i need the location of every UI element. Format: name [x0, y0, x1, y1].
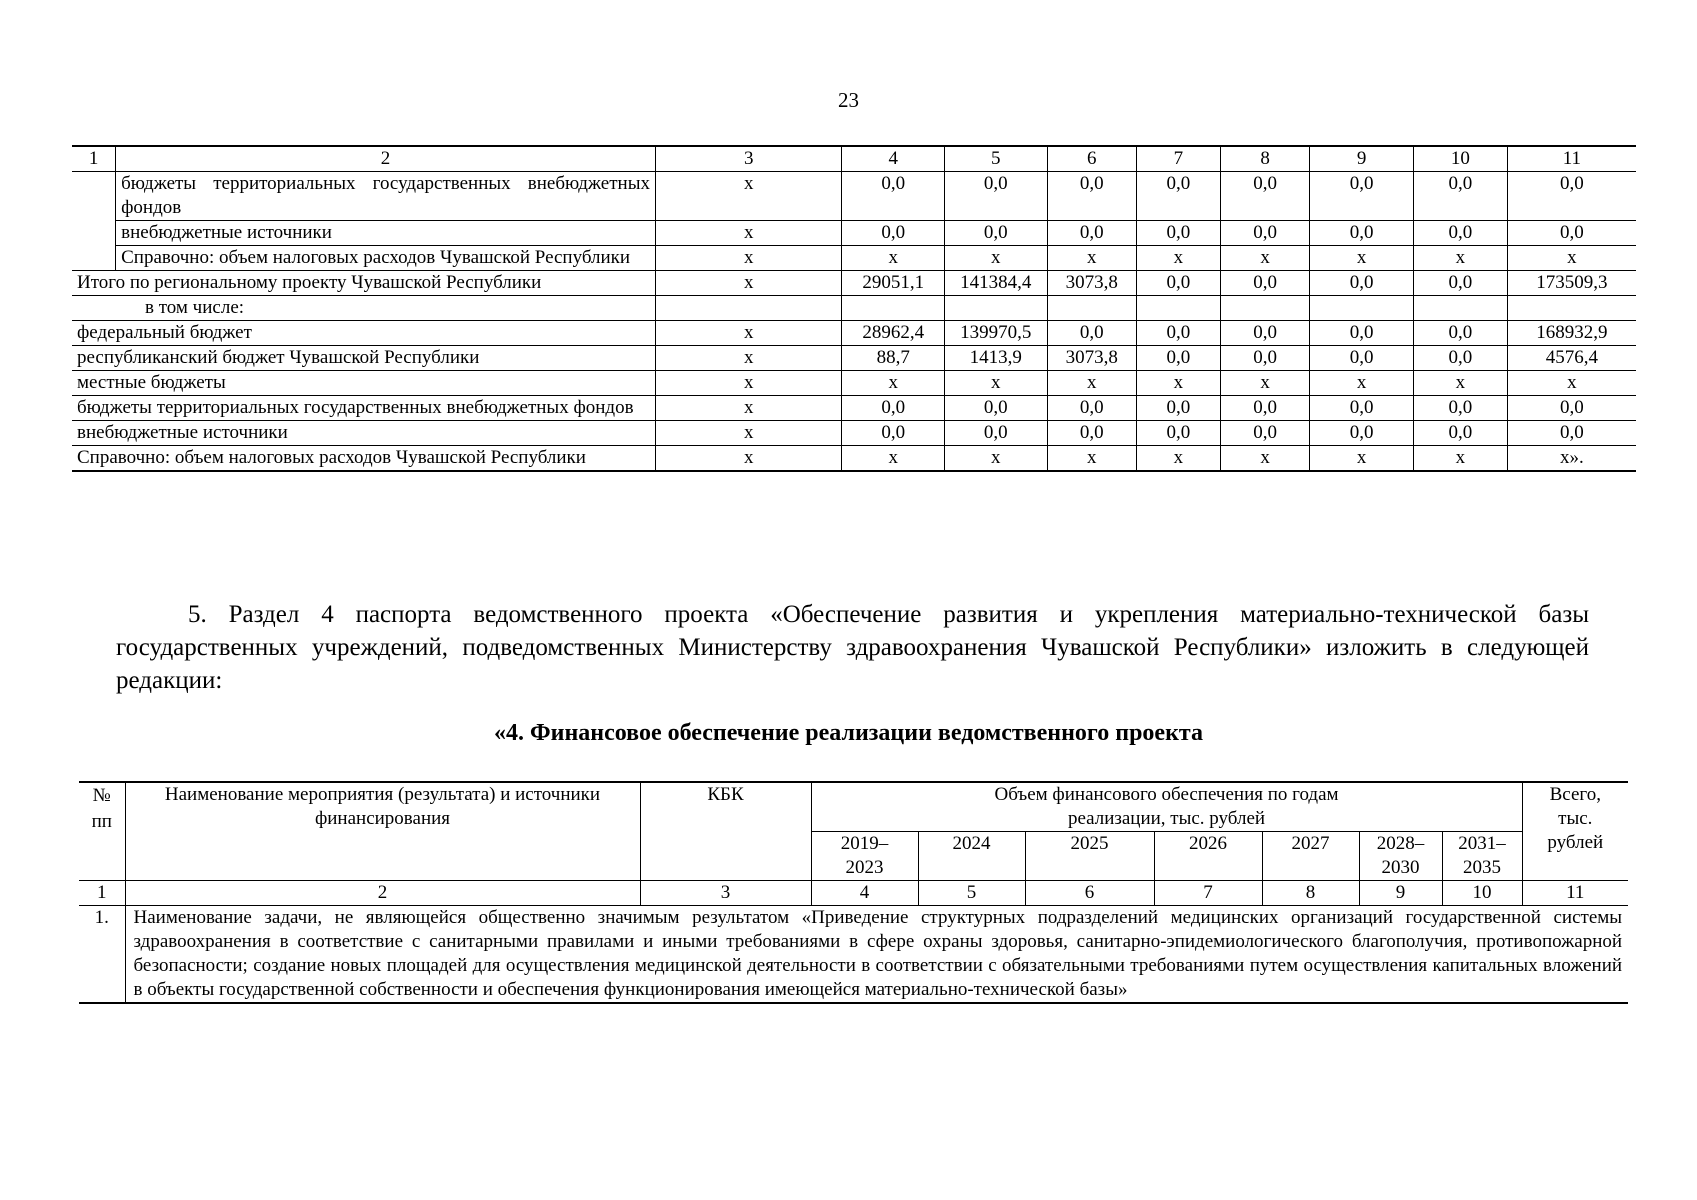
row-number-cell: [72, 246, 116, 271]
value-cell: х: [1507, 246, 1636, 271]
value-cell: 0,0: [1136, 396, 1220, 421]
value-cell: х: [842, 246, 945, 271]
year-cell: 2028–2030: [1359, 832, 1442, 881]
row-label: Справочно: объем налоговых расходов Чувашской Республики: [72, 446, 655, 472]
year-cell: 2027: [1262, 832, 1359, 881]
column-number: 9: [1359, 881, 1442, 906]
column-number: 4: [811, 881, 918, 906]
column-number: 5: [918, 881, 1025, 906]
kbk-cell: х: [655, 172, 842, 221]
value-cell: 0,0: [1220, 396, 1309, 421]
year-cell: 2026: [1154, 832, 1262, 881]
column-number: 6: [1047, 146, 1136, 172]
table-header-row: [79, 782, 1628, 832]
column-number: 1: [72, 146, 116, 172]
empty-cell: [1413, 296, 1507, 321]
value-cell: х: [1136, 446, 1220, 472]
kbk-cell: х: [655, 246, 842, 271]
column-number: 3: [640, 881, 811, 906]
year-cell: 2025: [1025, 832, 1154, 881]
row-number-cell: [72, 172, 116, 221]
kbk-cell: х: [655, 271, 842, 296]
value-cell: 0,0: [1047, 321, 1136, 346]
value-cell: 0,0: [842, 221, 945, 246]
table-row: [72, 321, 1636, 346]
value-cell: 0,0: [842, 421, 945, 446]
column-number: 11: [1507, 146, 1636, 172]
value-cell: х: [945, 446, 1048, 472]
value-cell: 0,0: [1047, 421, 1136, 446]
column-number: 8: [1220, 146, 1309, 172]
task-number: 1.: [79, 906, 125, 1004]
column-number: 2: [125, 881, 640, 906]
column-number: 4: [842, 146, 945, 172]
financing-table-continued: [72, 145, 1636, 472]
table-row: [72, 246, 1636, 271]
value-cell: х: [1413, 446, 1507, 472]
column-number: 7: [1136, 146, 1220, 172]
column-number: 10: [1442, 881, 1522, 906]
table-header-row: [72, 146, 1636, 172]
financing-table: [79, 781, 1628, 1004]
value-cell: 28962,4: [842, 321, 945, 346]
value-cell: 0,0: [945, 421, 1048, 446]
header-total: Всего, тыс. рублей: [1522, 782, 1628, 881]
task-text: Наименование задачи, не являющейся общественно значимым результатом «Приведение структурных подразделений медицинских организаций государственной системы здравоохранения в соответствие с санитарными правилами и иными требованиями в сфере охраны здоровья, санитарно-эпидемиологического благополучия, противопожарной безопасности; создание новых площадей для осуществления медицинской деятельности в соответствии с обязательными требованиями путем осуществления капитальных вложений в объекты государственной собственности и обеспечения функционирования имеющейся материально-технической базы»: [125, 906, 1628, 1004]
value-cell: х: [1220, 371, 1309, 396]
page-number: 23: [838, 88, 859, 112]
value-cell: х: [945, 246, 1048, 271]
table-row: [72, 172, 1636, 221]
value-cell: 1413,9: [945, 346, 1048, 371]
value-cell: 0,0: [1136, 271, 1220, 296]
value-cell: 4576,4: [1507, 346, 1636, 371]
value-cell: 3073,8: [1047, 346, 1136, 371]
value-cell: 0,0: [1047, 221, 1136, 246]
amendment-paragraph: 5. Раздел 4 паспорта ведомственного проекта «Обеспечение развития и укрепления материально-технической базы государственных учреждений, подведомственных Министерству здравоохранения Чувашской Республики» изложить в следующей редакции:: [116, 601, 1589, 694]
value-cell: х: [1136, 371, 1220, 396]
year-cell: 2024: [918, 832, 1025, 881]
value-cell: 29051,1: [842, 271, 945, 296]
value-cell: 0,0: [1413, 346, 1507, 371]
row-label: Справочно: объем налоговых расходов Чувашской Республики: [116, 246, 656, 271]
value-cell: х: [1220, 246, 1309, 271]
table-row: [72, 446, 1636, 472]
row-label: местные бюджеты: [72, 371, 655, 396]
value-cell: 0,0: [1047, 172, 1136, 221]
value-cell: 0,0: [1413, 421, 1507, 446]
value-cell: 0,0: [1413, 396, 1507, 421]
kbk-cell: х: [655, 346, 842, 371]
value-cell: 0,0: [1136, 221, 1220, 246]
value-cell: 0,0: [1310, 221, 1414, 246]
value-cell: 0,0: [1136, 421, 1220, 446]
value-cell: 0,0: [1413, 271, 1507, 296]
kbk-cell: х: [655, 371, 842, 396]
value-cell: 0,0: [1310, 172, 1414, 221]
value-cell: 0,0: [945, 221, 1048, 246]
column-number: 9: [1310, 146, 1414, 172]
empty-cell: [1310, 296, 1414, 321]
value-cell: 168932,9: [1507, 321, 1636, 346]
value-cell: х: [1047, 371, 1136, 396]
value-cell: 139970,5: [945, 321, 1048, 346]
row-label: Итого по региональному проекту Чувашской Республики: [72, 271, 655, 296]
value-cell: х: [1047, 446, 1136, 472]
value-cell: 3073,8: [1047, 271, 1136, 296]
value-cell: 0,0: [1507, 396, 1636, 421]
value-cell: х: [1136, 246, 1220, 271]
column-number: 5: [945, 146, 1048, 172]
column-number: 11: [1522, 881, 1628, 906]
row-label: внебюджетные источники: [72, 421, 655, 446]
value-cell: 173509,3: [1507, 271, 1636, 296]
value-cell: 0,0: [1136, 321, 1220, 346]
section-title: «4. Финансовое обеспечение реализации ведомственного проекта: [494, 720, 1203, 746]
value-cell: х: [1413, 371, 1507, 396]
value-cell: 0,0: [945, 172, 1048, 221]
column-numbers-row: [79, 881, 1628, 906]
value-cell: 0,0: [842, 172, 945, 221]
value-cell: 0,0: [1310, 321, 1414, 346]
empty-cell: [655, 296, 842, 321]
value-cell: 0,0: [1310, 346, 1414, 371]
kbk-cell: х: [655, 321, 842, 346]
column-number: 6: [1025, 881, 1154, 906]
value-cell: 0,0: [1220, 421, 1309, 446]
table-row: [72, 296, 1636, 321]
header-num: № пп: [79, 782, 125, 881]
kbk-cell: х: [655, 446, 842, 472]
empty-cell: [1136, 296, 1220, 321]
column-number: 2: [116, 146, 656, 172]
row-label: бюджеты территориальных государственных внебюджетных фондов: [116, 172, 656, 221]
column-number: 3: [655, 146, 842, 172]
value-cell: 0,0: [842, 396, 945, 421]
table-row: [72, 271, 1636, 296]
column-number: 1: [79, 881, 125, 906]
value-cell: х: [842, 371, 945, 396]
value-cell: х: [1310, 246, 1414, 271]
value-cell: х: [945, 371, 1048, 396]
year-cell: 2019–2023: [811, 832, 918, 881]
value-cell: 0,0: [1220, 271, 1309, 296]
value-cell: 0,0: [1507, 421, 1636, 446]
empty-cell: [1220, 296, 1309, 321]
row-label: республиканский бюджет Чувашской Республики: [72, 346, 655, 371]
row-label: бюджеты территориальных государственных внебюджетных фондов: [72, 396, 655, 421]
value-cell: 0,0: [1310, 271, 1414, 296]
value-cell: 0,0: [945, 396, 1048, 421]
value-cell: х: [1310, 446, 1414, 472]
value-cell: 0,0: [1413, 321, 1507, 346]
row-label: внебюджетные источники: [116, 221, 656, 246]
value-cell: х: [842, 446, 945, 472]
value-cell: х: [1310, 371, 1414, 396]
column-number: 10: [1413, 146, 1507, 172]
empty-cell: [1047, 296, 1136, 321]
column-number: 8: [1262, 881, 1359, 906]
value-cell: 0,0: [1507, 221, 1636, 246]
table-row: [72, 221, 1636, 246]
value-cell: 0,0: [1310, 421, 1414, 446]
task-row: [79, 906, 1628, 1004]
row-label: в том числе:: [72, 296, 655, 321]
value-cell: х: [1220, 446, 1309, 472]
value-cell: х: [1413, 246, 1507, 271]
empty-cell: [945, 296, 1048, 321]
value-cell: 88,7: [842, 346, 945, 371]
table-row: [72, 346, 1636, 371]
value-cell: 0,0: [1507, 172, 1636, 221]
kbk-cell: х: [655, 221, 842, 246]
value-cell: 0,0: [1310, 396, 1414, 421]
column-number: 7: [1154, 881, 1262, 906]
row-number-cell: [72, 221, 116, 246]
header-name: Наименование мероприятия (результата) и источники финансирования: [125, 782, 640, 881]
value-cell: 0,0: [1413, 172, 1507, 221]
value-cell: 0,0: [1220, 221, 1309, 246]
value-cell: 0,0: [1220, 346, 1309, 371]
header-kbk: КБК: [640, 782, 811, 881]
value-cell: х».: [1507, 446, 1636, 472]
table-row: [72, 396, 1636, 421]
kbk-cell: х: [655, 396, 842, 421]
value-cell: х: [1047, 246, 1136, 271]
empty-cell: [1507, 296, 1636, 321]
empty-cell: [842, 296, 945, 321]
value-cell: 0,0: [1413, 221, 1507, 246]
value-cell: 0,0: [1220, 172, 1309, 221]
value-cell: 0,0: [1047, 396, 1136, 421]
kbk-cell: х: [655, 421, 842, 446]
value-cell: 0,0: [1136, 346, 1220, 371]
value-cell: 0,0: [1136, 172, 1220, 221]
value-cell: х: [1507, 371, 1636, 396]
row-label: федеральный бюджет: [72, 321, 655, 346]
table-row: [72, 371, 1636, 396]
table-row: [72, 421, 1636, 446]
year-cell: 2031–2035: [1442, 832, 1522, 881]
header-volume: Объем финансового обеспечения по годам реализации, тыс. рублей: [811, 782, 1522, 832]
value-cell: 141384,4: [945, 271, 1048, 296]
value-cell: 0,0: [1220, 321, 1309, 346]
